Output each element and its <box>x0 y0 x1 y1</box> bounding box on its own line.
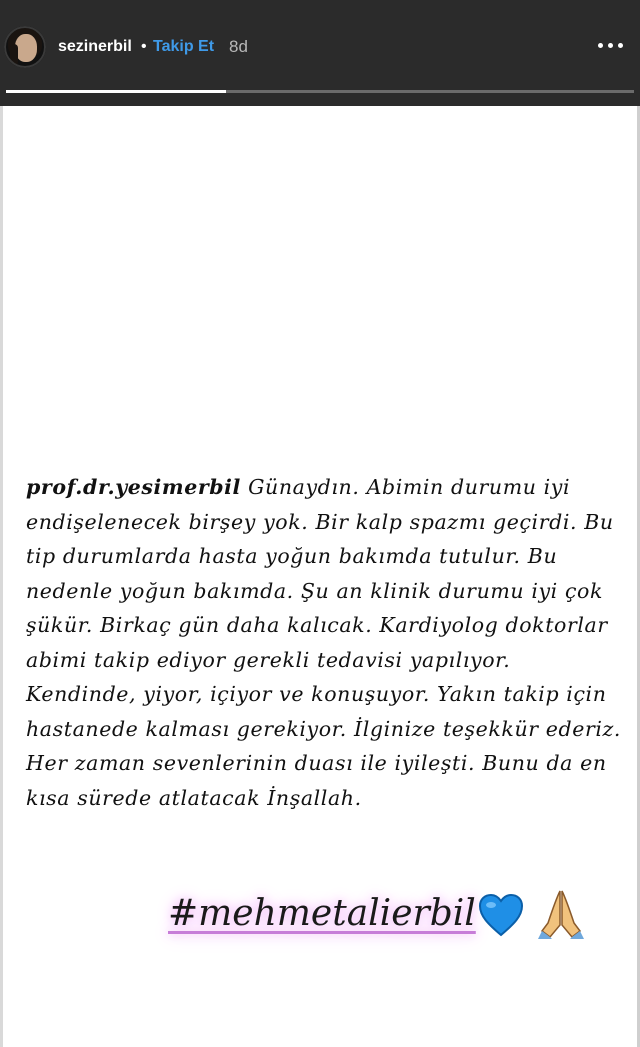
story-header <box>0 0 640 106</box>
blue-heart-icon <box>478 893 524 937</box>
follow-button[interactable]: Takip Et <box>153 38 215 55</box>
story-progress-track <box>6 90 634 93</box>
username-link[interactable]: sezinerbil <box>58 38 132 55</box>
story-caption <box>26 470 626 815</box>
hashtag-sticker[interactable]: #mehmetalierbil <box>168 893 476 934</box>
caption-body: Günaydın. Abimin durumu iyi endişelenecek birşey yok. Bir kalp spazmı geçirdi. Bu tip durumlarda hasta yoğun bakımda tutulur. Bu nedenle yoğun bakımda. Şu an klinik durumu iyi çok şükür. Birkaç gün daha kalıcak. Kardiyolog doktorlar abimi takip ediyor gerekli tedavisi yapılıyor. Kendinde, yiyor, içiyor ve konuşuyor. Yakın takip için hastanede kalması gerekiyor. İlginize teşekkür ederiz. Her zaman sevenlerinin duası ile iyileşti. Bunu da en kısa sürede atlatacak İnşallah. <box>26 475 622 810</box>
timestamp: 8d <box>229 37 248 56</box>
avatar[interactable] <box>4 26 46 68</box>
story-progress-fill <box>6 90 226 93</box>
praying-hands-icon <box>536 889 586 941</box>
mention-link[interactable]: prof.dr.yesimerbil <box>26 475 241 499</box>
separator-dot: • <box>141 38 147 55</box>
left-edge <box>0 106 3 1047</box>
avatar-ring <box>4 26 46 68</box>
more-dots-icon[interactable] <box>592 30 628 60</box>
